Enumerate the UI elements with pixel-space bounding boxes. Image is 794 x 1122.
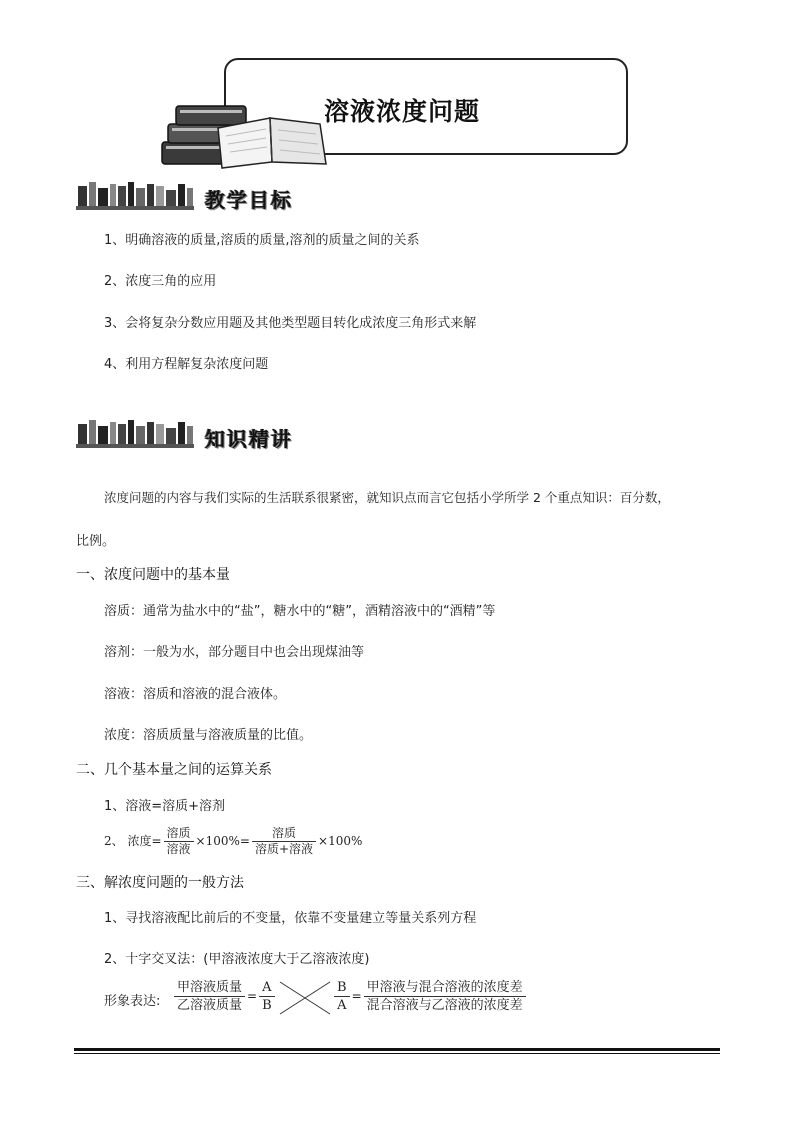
formula-lhs: 浓度= xyxy=(127,834,162,848)
heading-methods: 三、解浓度问题的一般方法 xyxy=(76,875,244,891)
bookshelf-icon xyxy=(76,420,194,448)
definition-item: 溶质：通常为盐水中的“盐”，糖水中的“糖”，酒精溶液中的“酒精”等 xyxy=(104,604,496,619)
section-title-objectives: 教学目标 xyxy=(205,188,293,212)
equals-sign: = xyxy=(247,989,258,1003)
cross-formula-left xyxy=(172,979,277,1014)
fraction-numerator: B xyxy=(334,979,350,997)
heading-basic-quantities: 一、浓度问题中的基本量 xyxy=(76,567,230,583)
fraction xyxy=(364,979,526,1014)
page-title: 溶液浓度问题 xyxy=(324,97,481,126)
cross-lines xyxy=(278,980,332,1016)
fraction-numerator: 溶质 xyxy=(164,826,194,842)
cross-method-label: 形象表达: xyxy=(104,994,161,1009)
footer-rule xyxy=(74,1048,720,1051)
fraction xyxy=(252,826,316,857)
bookshelf-icon xyxy=(76,182,194,210)
fraction-numerator: 溶质 xyxy=(252,826,316,842)
fraction-denominator: 乙溶液质量 xyxy=(177,998,243,1013)
concentration-formula xyxy=(104,826,362,857)
fraction xyxy=(334,979,350,1014)
definition-item: 溶液：溶质和溶液的混合液体。 xyxy=(104,687,287,702)
method-item: 2、十字交叉法：(甲溶液浓度大于乙溶液浓度) xyxy=(104,952,370,967)
definition-item: 溶剂：一般为水，部分题目中也会出现煤油等 xyxy=(104,645,365,660)
books-illustration xyxy=(160,98,330,170)
fraction-numerator: 甲溶液质量 xyxy=(174,979,245,997)
footer-rule-thin xyxy=(74,1053,720,1054)
fraction xyxy=(259,979,275,1014)
formula-tail: ×100% xyxy=(318,834,363,848)
relation-item: 1、溶液=溶质+溶剂 xyxy=(104,799,226,814)
intro-text: 浓度问题的内容与我们实际的生活联系很紧密，就知识点而言它包括小学所学 2 个重点知识：百分数， xyxy=(104,490,670,505)
fraction-denominator: 溶质+溶液 xyxy=(254,842,314,856)
formula-mid: ×100%= xyxy=(195,834,250,848)
objective-item: 2、浓度三角的应用 xyxy=(104,274,217,289)
method-item: 1、寻找溶液配比前后的不变量，依靠不变量建立等量关系列方程 xyxy=(104,911,477,926)
definition-item: 浓度：溶质质量与溶液质量的比值。 xyxy=(104,728,313,743)
fraction-numerator: 甲溶液与混合溶液的浓度差 xyxy=(364,979,526,997)
equals-sign: = xyxy=(351,989,362,1003)
section-title-knowledge: 知识精讲 xyxy=(205,427,293,451)
fraction xyxy=(164,826,194,857)
intro-text-cont: 比例。 xyxy=(76,534,116,549)
objective-item: 3、会将复杂分数应用题及其他类型题目转化成浓度三角形式来解 xyxy=(104,316,477,331)
formula-index: 2、 xyxy=(104,834,124,848)
fraction-denominator: B xyxy=(262,998,272,1013)
fraction xyxy=(174,979,245,1014)
fraction-denominator: A xyxy=(337,998,347,1013)
heading-relations: 二、几个基本量之间的运算关系 xyxy=(76,762,272,778)
fraction-numerator: A xyxy=(259,979,275,997)
fraction-denominator: 混合溶液与乙溶液的浓度差 xyxy=(366,998,523,1013)
fraction-denominator: 溶液 xyxy=(166,842,191,856)
objective-item: 4、利用方程解复杂浓度问题 xyxy=(104,357,269,372)
objective-item: 1、明确溶液的质量,溶质的质量,溶剂的质量之间的关系 xyxy=(104,233,420,248)
cross-formula-right xyxy=(332,979,528,1014)
